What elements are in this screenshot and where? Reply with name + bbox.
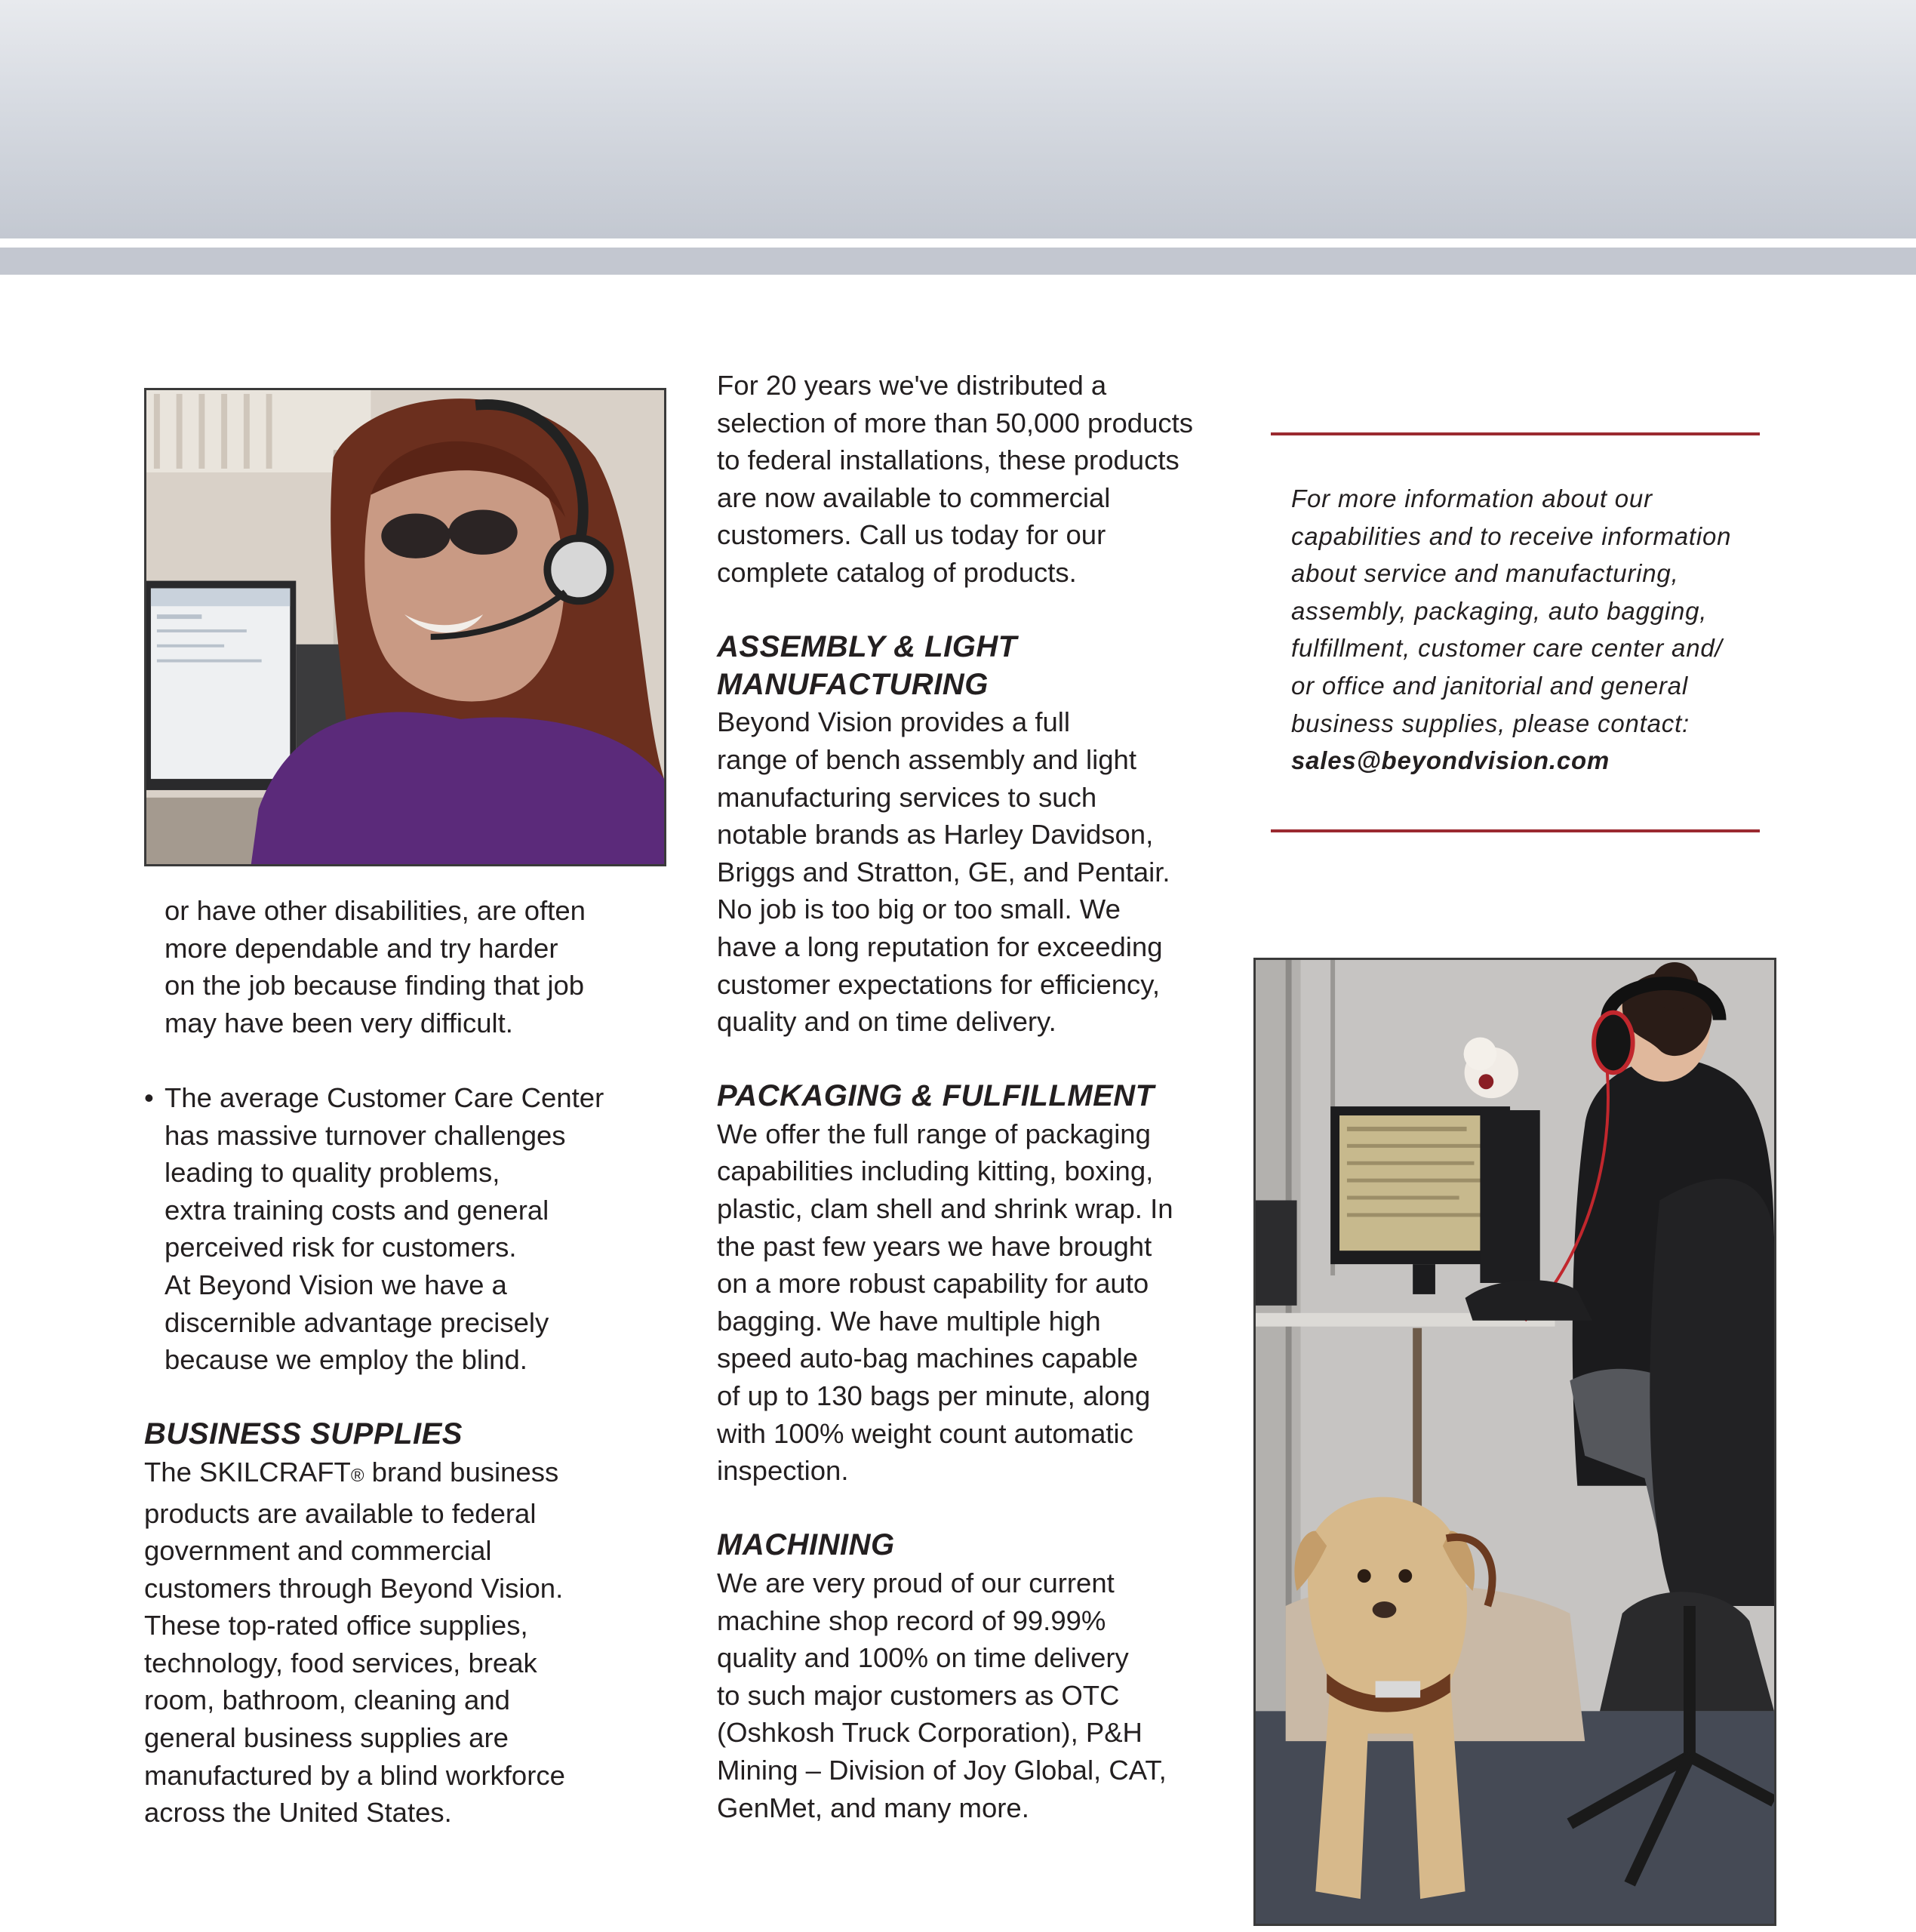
- text-line: or have other disabilities, are often: [165, 895, 586, 926]
- text-line: technology, food services, break: [144, 1647, 537, 1678]
- text-line: customers through Beyond Vision.: [144, 1572, 564, 1604]
- text-line: have a long reputation for exceeding: [717, 931, 1163, 962]
- text-line: customers. Call us today for our: [717, 519, 1106, 551]
- business-supplies-paragraph: [144, 1454, 642, 1832]
- text-fragment: The SKILCRAFT: [144, 1456, 351, 1487]
- text-line: capabilities and to receive information: [1291, 521, 1732, 550]
- text-line: with 100% weight count automatic: [717, 1417, 1133, 1449]
- text-line: are now available to commercial: [717, 481, 1111, 513]
- text-line: range of bench assembly and light: [717, 743, 1136, 775]
- heading-machining: MACHINING: [717, 1528, 895, 1562]
- packaging-paragraph: [717, 1115, 1222, 1490]
- text-line: fulfillment, customer care center and/: [1291, 634, 1723, 663]
- text-line: customer expectations for efficiency,: [717, 968, 1160, 1000]
- text-line: Beyond Vision provides a full: [717, 706, 1071, 738]
- text-line: across the United States.: [144, 1797, 452, 1829]
- bullet-icon: •: [144, 1081, 154, 1113]
- text-line: manufactured by a blind workforce: [144, 1759, 565, 1791]
- text-line: room, bathroom, cleaning and: [144, 1684, 510, 1716]
- text-line: manufacturing services to such: [717, 781, 1097, 813]
- text-line: general business supplies are: [144, 1722, 509, 1754]
- text-line: We are very proud of our current: [717, 1567, 1115, 1598]
- text-line: perceived risk for customers.: [165, 1232, 517, 1263]
- bullet-item: [144, 1079, 642, 1379]
- contact-email: sales@beyondvision.com: [1291, 746, 1610, 775]
- text-line: quality and 100% on time delivery: [717, 1642, 1129, 1674]
- text-line: At Beyond Vision we have a: [165, 1269, 507, 1300]
- text-line: or office and janitorial and general: [1291, 671, 1688, 700]
- text-line: (Oshkosh Truck Corporation), P&H: [717, 1717, 1143, 1749]
- intro-paragraph: [717, 367, 1222, 592]
- heading-packaging: PACKAGING & FULFILLMENT: [717, 1079, 1155, 1113]
- text-line: of up to 130 bags per minute, along: [717, 1380, 1151, 1412]
- text-line: to such major customers as OTC: [717, 1679, 1120, 1711]
- photo-woman-with-guide-dog: [1253, 958, 1776, 1926]
- text-line: on the job because finding that job: [165, 970, 585, 1001]
- text-line: selection of more than 50,000 products: [717, 407, 1194, 438]
- heading-assembly: ASSEMBLY & LIGHT: [717, 630, 1017, 664]
- info-rule-top: [1271, 432, 1760, 435]
- text-line: about service and manufacturing,: [1291, 559, 1679, 588]
- text-line: The average Customer Care Center: [165, 1081, 604, 1113]
- machining-paragraph: [717, 1564, 1222, 1826]
- text-line: capabilities including kitting, boxing,: [717, 1155, 1154, 1187]
- text-line: leading to quality problems,: [165, 1157, 500, 1189]
- text-line: complete catalog of products.: [717, 556, 1077, 588]
- text-line: extra training costs and general: [165, 1194, 549, 1226]
- text-line: bagging. We have multiple high: [717, 1305, 1101, 1337]
- text-line: business supplies, please contact:: [1291, 709, 1690, 737]
- text-line: assembly, packaging, auto bagging,: [1291, 596, 1708, 625]
- text-line: more dependable and try harder: [165, 932, 558, 964]
- text-line: to federal installations, these products: [717, 445, 1179, 476]
- text-line: plastic, clam shell and shrink wrap. In: [717, 1193, 1173, 1225]
- header-band: [0, 0, 1916, 238]
- heading-business-supplies: BUSINESS SUPPLIES: [144, 1417, 463, 1451]
- contact-info-box: [1291, 480, 1774, 780]
- text-line: speed auto-bag machines capable: [717, 1343, 1139, 1374]
- text-line: the past few years we have brought: [717, 1230, 1152, 1262]
- registered-mark: ®: [350, 1465, 364, 1486]
- header-divider: [0, 238, 1916, 248]
- text-line: For more information about our: [1291, 485, 1653, 512]
- text-line: No job is too big or too small. We: [717, 894, 1121, 925]
- text-line: because we employ the blind.: [165, 1344, 527, 1376]
- continued-paragraph: [144, 892, 642, 1041]
- text-line: For 20 years we've distributed a: [717, 370, 1107, 401]
- text-line: Briggs and Stratton, GE, and Pentair.: [717, 856, 1170, 888]
- text-line: machine shop record of 99.99%: [717, 1604, 1106, 1636]
- text-line: We offer the full range of packaging: [717, 1118, 1151, 1149]
- text-line: Mining – Division of Joy Global, CAT,: [717, 1754, 1167, 1786]
- header-stripe: [0, 248, 1916, 275]
- column-middle: [717, 367, 1222, 1826]
- text-line: on a more robust capability for auto: [717, 1268, 1149, 1300]
- photo-woman-headset: [144, 388, 666, 866]
- text-line: products are available to federal: [144, 1497, 537, 1529]
- text-line: These top-rated office supplies,: [144, 1610, 528, 1641]
- heading-assembly-line2: MANUFACTURING: [717, 667, 989, 701]
- text-line: quality and on time delivery.: [717, 1006, 1056, 1038]
- column-left: [144, 892, 642, 1832]
- text-line: discernible advantage precisely: [165, 1306, 549, 1338]
- text-line: GenMet, and many more.: [717, 1792, 1029, 1823]
- info-rule-bottom: [1271, 829, 1760, 832]
- text-line: may have been very difficult.: [165, 1007, 513, 1038]
- text-line: government and commercial: [144, 1535, 492, 1567]
- text-fragment: brand business: [364, 1456, 559, 1487]
- text-line: has massive turnover challenges: [165, 1119, 566, 1151]
- text-line: inspection.: [717, 1455, 849, 1487]
- text-line: [144, 1454, 642, 1495]
- assembly-paragraph: [717, 703, 1222, 1040]
- text-line: notable brands as Harley Davidson,: [717, 819, 1154, 851]
